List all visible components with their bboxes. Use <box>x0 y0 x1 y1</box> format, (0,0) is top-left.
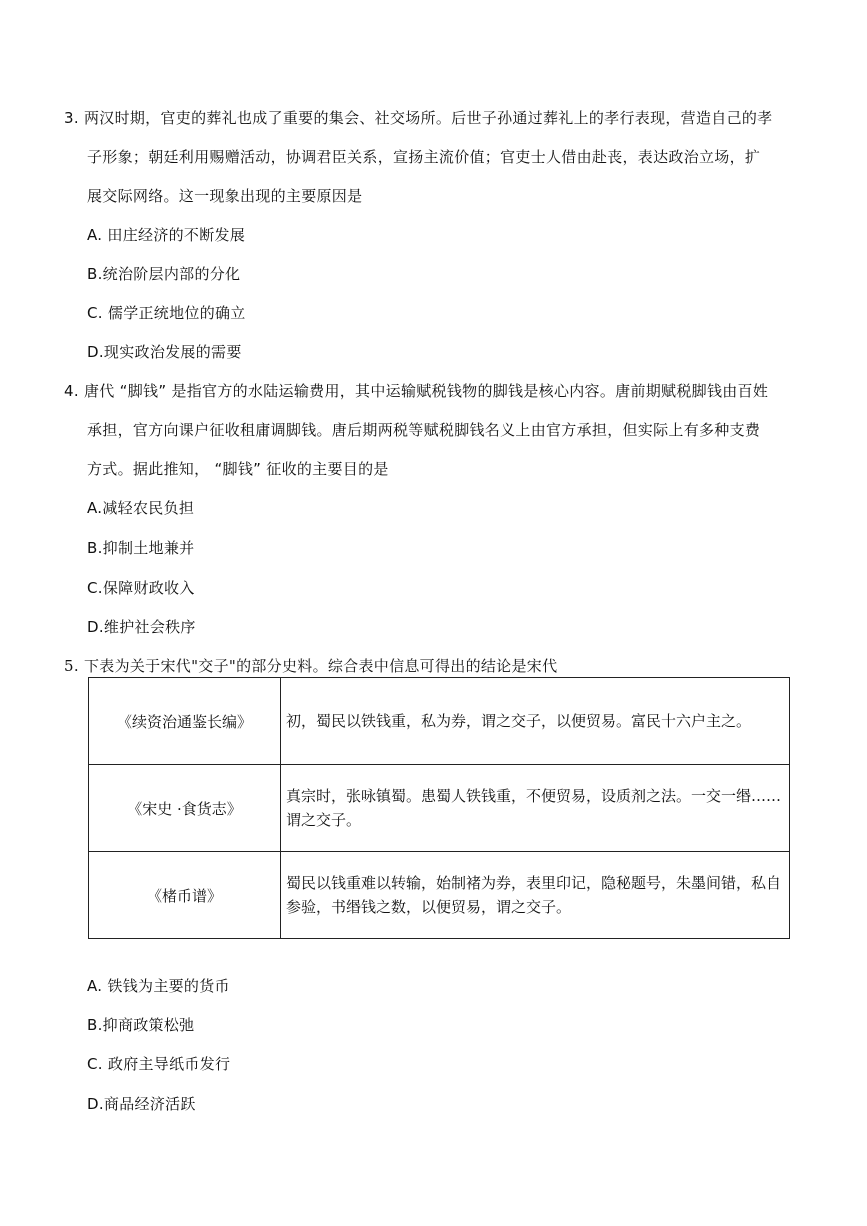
q3-option-a: A. 田庄经济的不断发展 <box>87 226 246 244</box>
q4-option-c: C.保障财政收入 <box>87 579 195 597</box>
q4-stem-line-3: 方式。据此推知， “脚钱” 征收的主要目的是 <box>87 460 389 478</box>
q3-option-b: B.统治阶层内部的分化 <box>87 265 241 283</box>
source-table <box>88 677 790 939</box>
source-excerpt: 初，蜀民以铁钱重，私为券，谓之交子，以便贸易。富民十六户主之。 <box>281 678 790 765</box>
source-excerpt: 蜀民以钱重难以转输，始制褚为券，表里印记，隐秘题号，朱墨间错，私自参验，书缗钱之数，以便贸易，谓之交子。 <box>281 852 790 939</box>
q4-stem-line-2: 承担，官方向课户征收租庸调脚钱。唐后期两税等赋税脚钱名义上由官方承担，但实际上有多种支费 <box>87 421 761 439</box>
q5-option-c: C. 政府主导纸币发行 <box>87 1055 231 1073</box>
q3-stem-line-1: 3. 两汉时期，官吏的葬礼也成了重要的集会、社交场所。后世子孙通过葬礼上的孝行表现，营造自己的孝 <box>64 109 773 127</box>
q4-option-b: B.抑制土地兼并 <box>87 539 195 557</box>
q3-stem-line-3: 展交际网络。这一现象出现的主要原因是 <box>87 187 363 205</box>
q5-stem: 5. 下表为关于宋代"交子"的部分史料。综合表中信息可得出的结论是宋代 <box>64 657 558 675</box>
source-title: 《宋史 ·食货志》 <box>89 765 281 852</box>
q5-option-a: A. 铁钱为主要的货币 <box>87 977 230 995</box>
q4-option-a: A.减轻农民负担 <box>87 499 195 517</box>
q4-stem-line-1: 4. 唐代 “脚钱” 是指官方的水陆运输费用，其中运输赋税钱物的脚钱是核心内容。唐前期赋税脚钱由百姓 <box>64 382 769 400</box>
source-title: 《续资治通鉴长编》 <box>89 678 281 765</box>
q3-option-c: C. 儒学正统地位的确立 <box>87 304 246 322</box>
q5-option-b: B.抑商政策松弛 <box>87 1016 195 1034</box>
q3-option-d: D.现实政治发展的需要 <box>87 343 242 361</box>
q3-stem-line-2: 子形象；朝廷利用赐赠活动，协调君臣关系，宣扬主流价值；官吏士人借由赴丧，表达政治立场，扩 <box>87 148 761 166</box>
table-row <box>89 678 790 765</box>
source-title: 《楮币谱》 <box>89 852 281 939</box>
q4-option-d: D.维护社会秩序 <box>87 618 196 636</box>
table-row <box>89 852 790 939</box>
table-row <box>89 765 790 852</box>
source-excerpt: 真宗时，张咏镇蜀。患蜀人铁钱重，不便贸易，设质剂之法。一交一缗……谓之交子。 <box>281 765 790 852</box>
q5-option-d: D.商品经济活跃 <box>87 1095 196 1113</box>
